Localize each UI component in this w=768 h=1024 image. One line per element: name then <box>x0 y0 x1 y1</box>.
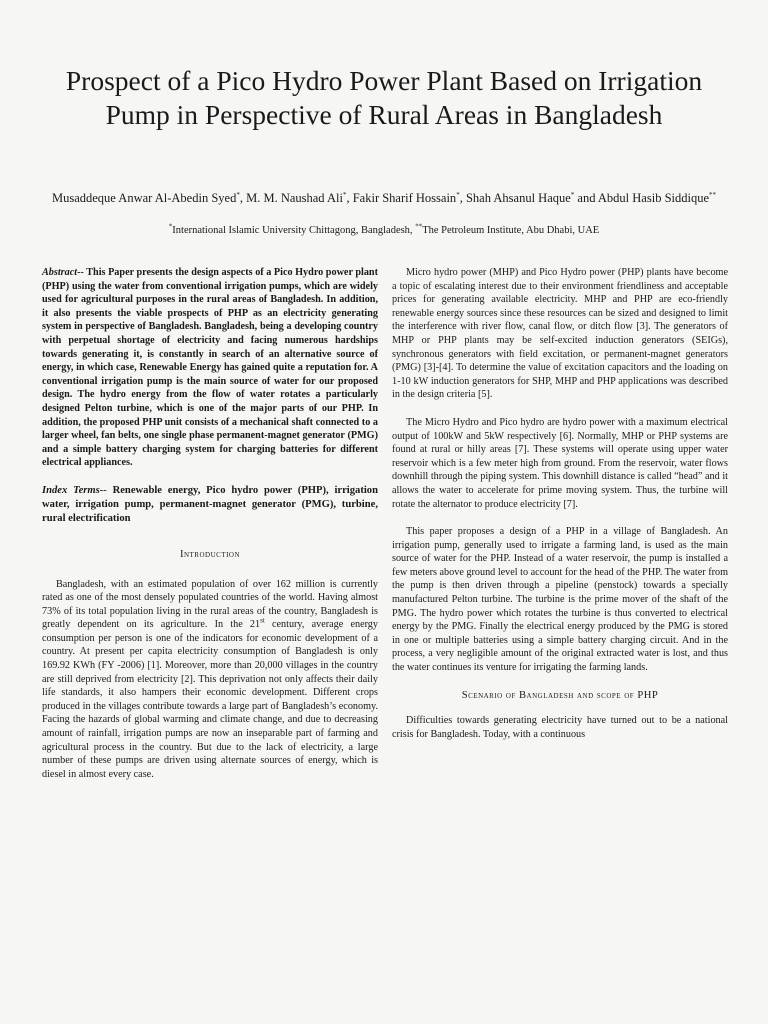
author-mark: ** <box>709 190 717 199</box>
affiliation-mark: ** <box>415 222 423 231</box>
affiliation-mark: * <box>168 222 173 231</box>
author-name: Abdul Hasib Siddique <box>597 191 710 205</box>
abstract-label: Abstract-- <box>42 267 84 278</box>
right-column <box>392 266 728 755</box>
intro-text-part2: century, average energy consumption per person is one of the indicators for economic development of a country. At present per capita electricity consumption of Bangladesh is only 169.92 KWh (FY -2006) [1]. Moreover, more than 20,000 villages in the country are still deprived from electricity [2]. This deprivation not only affects their daily life standards, it also hampers their economic development. Different crops produced in the villages contribute towards a large part of Bangladesh’s economy. Facing the hazards of global warming and climate change, and due to decreasing amount of rainfall, irrigation pumps are now an inseparable part of farming and agricultural process in the country. But due to the lack of electricity, a large number of these pumps are driven using alternate sources of energy, which is diesel in almost every case. <box>42 619 378 780</box>
abstract <box>42 266 378 470</box>
author-name: Fakir Sharif Hossain <box>352 191 457 205</box>
body-paragraph: Difficulties towards generating electricity have turned out to be a national crisis for Bangladesh. Today, with a continuous <box>392 715 728 740</box>
body-paragraph: The Micro Hydro and Pico hydro are hydro power with a maximum electrical output of 100kW and 5kW respectively [6]. Normally, MHP or PHP systems are found at rural or hilly areas [7]. These systems will operate using upper water reservoir which is a few meter high from ground. From the reservoir, water flows downhill through the piping system. This downhill distance is called “head” and it allows the water to accelerate for prime moving system. Thus, the turbine will rotate the alternator to produce electricity [7]. <box>392 416 728 510</box>
index-terms-label: Index Terms-- <box>42 484 107 496</box>
section-heading-scenario: Scenario of Bangladesh and scope of PHP <box>461 689 659 701</box>
author-mark: * <box>342 190 347 199</box>
section-heading-introduction: Introduction <box>179 548 241 560</box>
affiliations <box>40 224 728 238</box>
author-mark: * <box>456 190 460 199</box>
affiliation-text: The Petroleum Institute, Abu Dhabi, UAE <box>422 225 600 236</box>
author-list <box>40 190 728 207</box>
index-terms <box>42 484 378 526</box>
intro-paragraph <box>42 578 378 782</box>
author-name: Musaddeque Anwar Al-Abedin Syed <box>51 191 237 205</box>
ordinal-superscript: st <box>260 616 265 625</box>
paper-title: Prospect of a Pico Hydro Power Plant Based on Irrigation Pump in Perspective of Rural Areas in Bangladesh <box>65 65 703 130</box>
author-mark: * <box>236 190 240 199</box>
left-column <box>42 266 378 795</box>
author-name: M. M. Naushad Ali <box>246 191 343 205</box>
abstract-text: This Paper presents the design aspects of a Pico Hydro power plant (PHP) using the water from conventional irrigation pumps, which are widely used for agricultural purposes in the rural areas of Bangladesh. In addition, it also presents the viable prospects of PHP as an electricity generating system in perspective of Bangladesh. Bangladesh, being a developing country with perpetual shortage of electricity and facing numerous hardships towards generating it, is constantly in search of an alternative source of energy, in which case, Renewable Energy has gained quite a reputation for. A conventional irrigation pump is the main source of water for our proposed design. The hydro energy from the flow of water rotates a particularly designed Pelton turbine, which is one of the major parts of our PHP. In addition, the proposed PHP unit consists of a mechanical shaft connected to a larger wheel, fan belts, one single phase permanent-magnet generator (PMG) and a simple battery charging system for charging batteries for different electrical appliances. <box>42 267 378 469</box>
author-sep: , <box>239 191 247 205</box>
author-sep: and <box>574 191 598 205</box>
intro-text-part1: Bangladesh, with an estimated population of over 162 million is currently rated as one of the most densely populated countries of the world. Having almost 73% of its total population living in the rural areas of the country, Bangladesh is greatly dependent on its agriculture. In the 21 <box>42 578 378 631</box>
author-mark: * <box>570 190 575 199</box>
index-terms-text: Renewable energy, Pico hydro power (PHP), irrigation water, irrigation pump, permanent-magnet generator (PMG), turbine, rural electrification <box>42 484 378 524</box>
body-paragraph: This paper proposes a design of a PHP in a village of Bangladesh. An irrigation pump, generally used to irrigate a farming land, is used as the main source of water for the PHP. Instead of a water reservoir, the pump is installed a few meters above ground level to account for the head of the PHP. The water from the pump is then driven through a pipeline (penstock) towards a specially manufactured Pelton turbine. The turbine is the prime mover of the shaft of the PMG. The hydro power which rotates the turbine is thus converted to electrical energy by the PMG. Finally the electrical energy produced by the PMG is stored in one or multiple batteries using a simple battery charging circuit. And in the process, a very negligible amount of the original extracted water is lost, and thus the water continues its venture for irrigating the farming lands. <box>392 526 728 674</box>
author-sep: , <box>459 191 466 205</box>
affiliation-text: International Islamic University Chittagong, Bangladesh, <box>172 225 413 236</box>
author-sep: , <box>346 191 353 205</box>
body-paragraph: Micro hydro power (MHP) and Pico Hydro power (PHP) plants have become a topic of escalating interest due to their environment friendliness and acceptable prices for generating available electricity. MHP and PHP are eco-friendly renewable energy sources since these resources can be sized and designed to limit the interference with river flow, canal flow, or ditch flow [3]. The generators of MHP or PHP plants may be self-excited induction generators (SEIGs), synchronous generators with field excitation, or permanent-magnet generators (PMG) [3]-[4]. To determine the value of excitation capacitors and the loading on 1-10 kW induction generators for SHP, MHP and PHP applications was described in the design criteria [5]. <box>392 267 728 401</box>
author-name: Shah Ahsanul Haque <box>465 191 571 205</box>
